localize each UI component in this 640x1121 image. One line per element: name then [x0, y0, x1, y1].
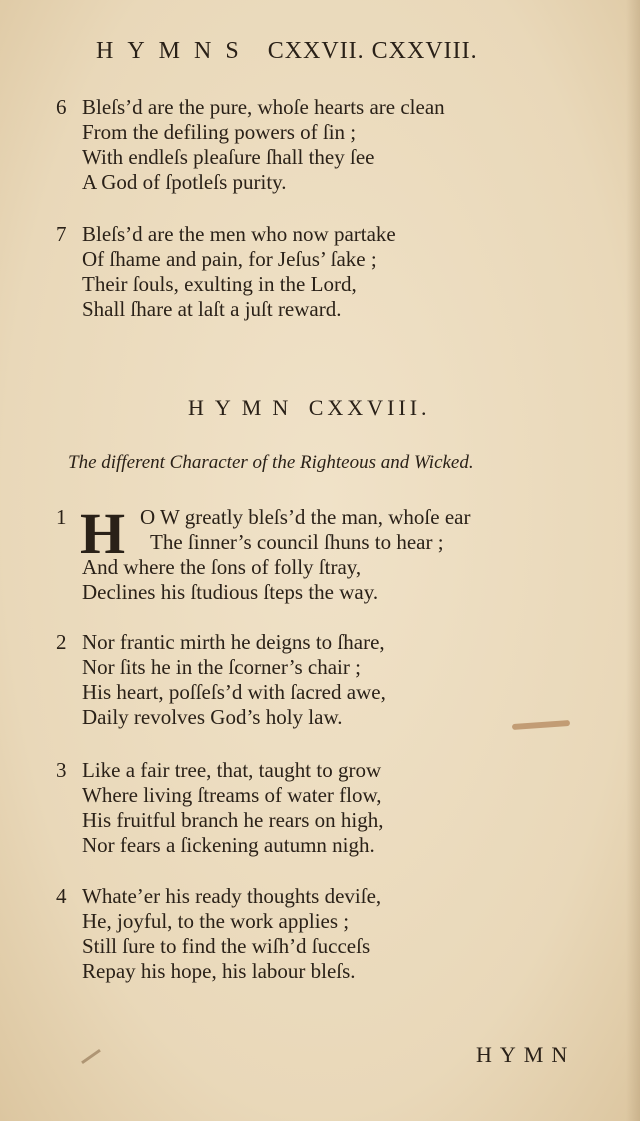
verse-line: Of ſhame and pain, for Jeſus’ ſake ; [82, 247, 377, 271]
running-head-title: HYMNS [96, 38, 253, 64]
verse-line: Nor fears a ſickening autumn nigh. [82, 833, 375, 857]
verse-line: He, joyful, to the work applies ; [82, 909, 350, 933]
verse-line: O W greatly bleſs’d the man, whoſe ear [140, 505, 471, 529]
stanza-number: 6 [56, 95, 67, 119]
running-head-numbers: CXXVII. CXXVIII. [267, 38, 478, 64]
verse-line: Bleſs’d are the pure, whoſe hearts are clean [82, 95, 445, 119]
verse-line: Like a fair tree, that, taught to grow [82, 758, 382, 782]
stanza-number: 2 [56, 630, 67, 654]
hymn-number: CXXVIII. [308, 395, 431, 420]
verse-line: Daily revolves God’s holy law. [82, 705, 343, 729]
verse-line: Their ſouls, exulting in the Lord, [82, 272, 357, 296]
verse-line: Nor ſits he in the ſcorner’s chair ; [82, 655, 361, 679]
verse-line: A God of ſpotleſs purity. [82, 170, 287, 194]
verse-line: Still ſure to find the wiſh’d ſucceſs [82, 934, 371, 958]
verse-line: Where living ſtreams of water flow, [82, 783, 382, 807]
verse-line: His heart, poſſeſs’d with ſacred awe, [82, 680, 386, 704]
hymn-title [188, 395, 488, 421]
stanza-number: 7 [56, 222, 67, 246]
verse-line: And where the ſons of folly ſtray, [82, 555, 362, 579]
verse-line: Bleſs’d are the men who now partake [82, 222, 396, 246]
stanza-number: 1 [56, 505, 67, 529]
verse-line: His fruitful branch he rears on high, [82, 808, 384, 832]
hymn-subtitle: The different Character of the Righteous and Wicked. [68, 452, 474, 473]
verse-line: Whate’er his ready thoughts deviſe, [82, 884, 382, 908]
verse-line: Repay his hope, his labour bleſs. [82, 959, 356, 983]
running-head [96, 38, 556, 65]
drop-cap: H [80, 501, 126, 566]
verse-line: From the defiling powers of ſin ; [82, 120, 357, 144]
stanza-number: 3 [56, 758, 67, 782]
stanza-number: 4 [56, 884, 67, 908]
verse-line: Declines his ſtudious ſteps the way. [82, 580, 379, 604]
verse-line: Shall ſhare at laſt a juſt reward. [82, 297, 342, 321]
verse-line: The ſinner’s council ſhuns to hear ; [150, 530, 444, 554]
hymn-label: HYMN [188, 395, 300, 420]
page-edge-shadow [626, 0, 640, 1121]
verse-line: Nor frantic mirth he deigns to ſhare, [82, 630, 385, 654]
catchword: HYMN [476, 1042, 576, 1067]
verse-line: With endleſs pleaſure ſhall they ſee [82, 145, 375, 169]
